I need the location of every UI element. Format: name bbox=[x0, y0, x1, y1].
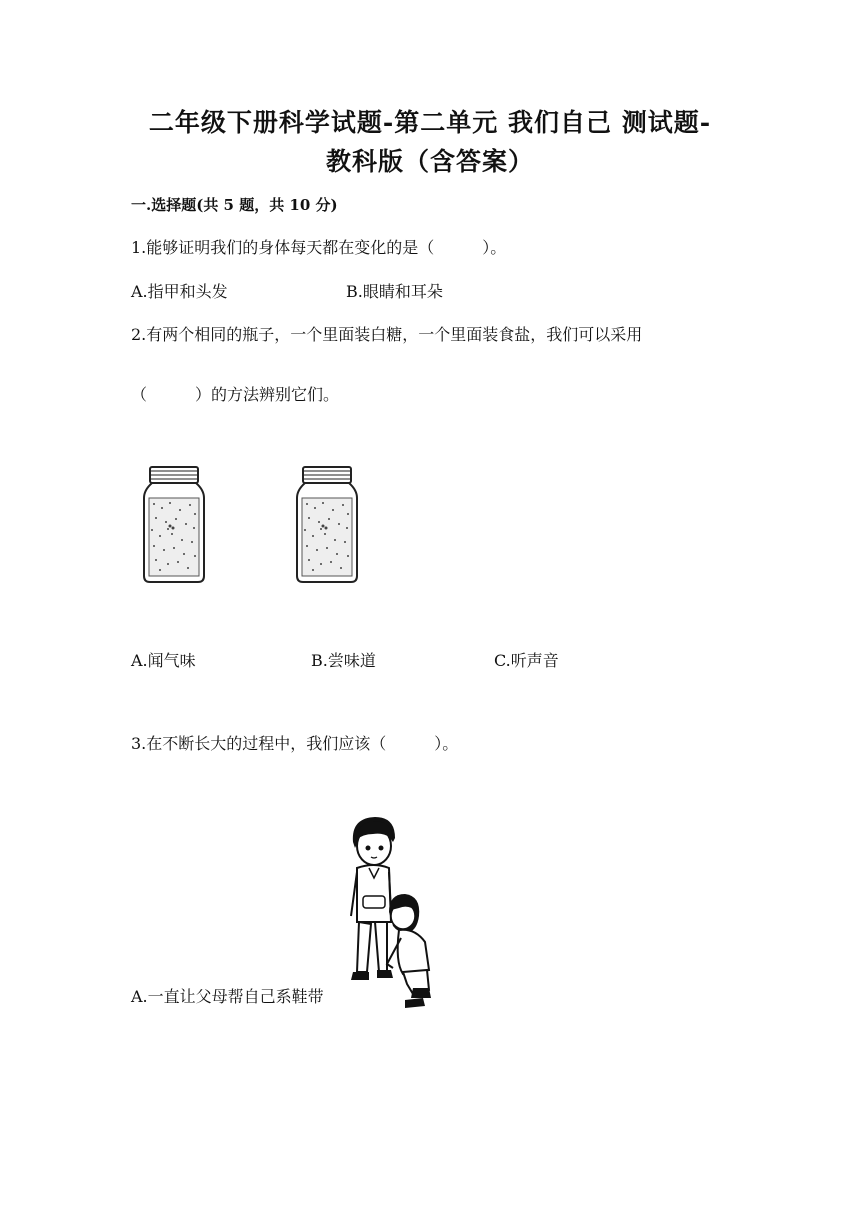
question-1-text: 1.能够证明我们的身体每天都在变化的是（ ）。 bbox=[131, 238, 507, 257]
question-3-option-a: A.一直让父母帮自己系鞋带 bbox=[131, 987, 324, 1006]
question-2-option-c: C.听声音 bbox=[494, 651, 559, 670]
question-1-option-b: B.眼睛和耳朵 bbox=[346, 282, 443, 301]
question-2-option-b: B.尝味道 bbox=[311, 651, 376, 670]
question-2-option-a: A.闻气味 bbox=[131, 651, 196, 670]
children-shoelace-illustration bbox=[343, 812, 443, 1012]
page-title-line1: 二年级下册科学试题-第二单元 我们自己 测试题- bbox=[148, 108, 712, 137]
question-3-text: 3.在不断长大的过程中，我们应该（ ）。 bbox=[131, 734, 459, 753]
jar-illustration-2 bbox=[293, 464, 361, 586]
section-heading: 一.选择题(共 5 题，共 10 分) bbox=[131, 196, 338, 214]
question-2-text-line2: （ ）的方法辨别它们。 bbox=[131, 385, 340, 404]
question-2-text-line1: 2.有两个相同的瓶子，一个里面装白糖，一个里面装食盐，我们可以采用 bbox=[131, 325, 643, 344]
question-1-option-a: A.指甲和头发 bbox=[131, 282, 228, 301]
jar-illustration-1 bbox=[140, 464, 208, 586]
page-title-line2: 教科版（含答案） bbox=[325, 147, 534, 176]
